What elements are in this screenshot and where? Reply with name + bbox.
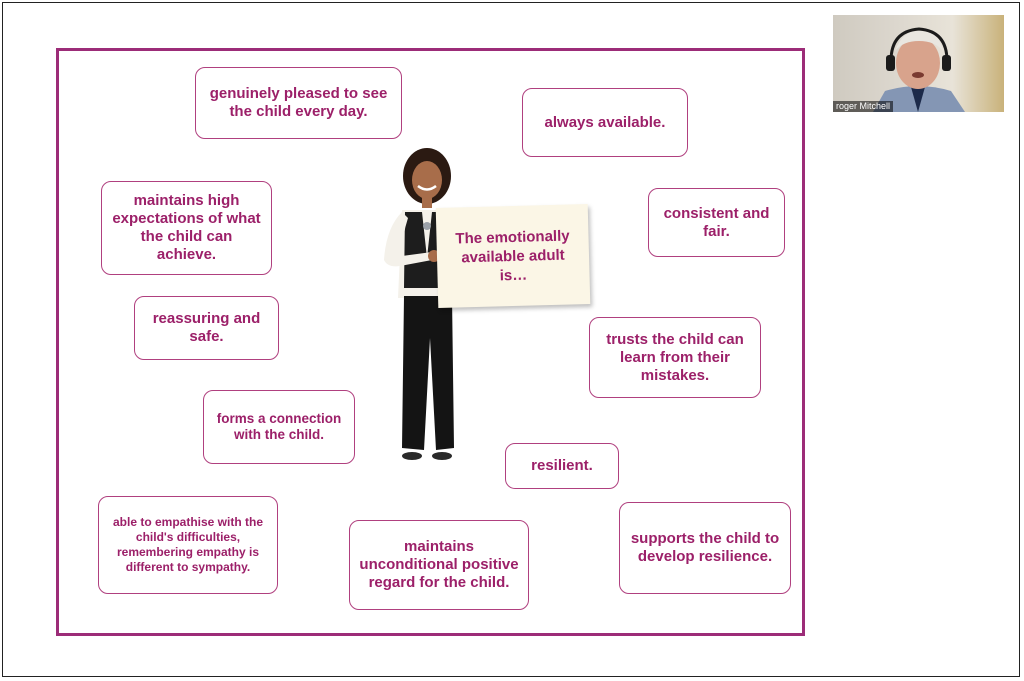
bubble-unconditional-regard: maintains unconditional positive regard for the child. — [349, 520, 529, 610]
bubble-empathise: able to empathise with the child's difficulties, remembering empathy is different to sympathy. — [98, 496, 278, 594]
bubble-supports-resilience: supports the child to develop resilience. — [619, 502, 791, 594]
bubble-genuinely-pleased: genuinely pleased to see the child every day. — [195, 67, 402, 139]
bubble-reassuring-safe: reassuring and safe. — [134, 296, 279, 360]
participant-video[interactable] — [833, 15, 1004, 112]
bubble-trusts-child: trusts the child can learn from their mistakes. — [589, 317, 761, 398]
bubble-resilient: resilient. — [505, 443, 619, 489]
bubble-always-available: always available. — [522, 88, 688, 157]
sign-board — [436, 204, 591, 308]
woman-figure — [372, 148, 472, 468]
bubble-forms-connection: forms a connection with the child. — [203, 390, 355, 464]
sign-text: The emotionally available adult is… — [455, 227, 570, 284]
presenter-avatar — [833, 15, 1004, 112]
participant-name: roger Mitchell — [833, 101, 893, 112]
bubble-high-expectations: maintains high expectations of what the child can achieve. — [101, 181, 272, 275]
bubble-consistent-fair: consistent and fair. — [648, 188, 785, 257]
